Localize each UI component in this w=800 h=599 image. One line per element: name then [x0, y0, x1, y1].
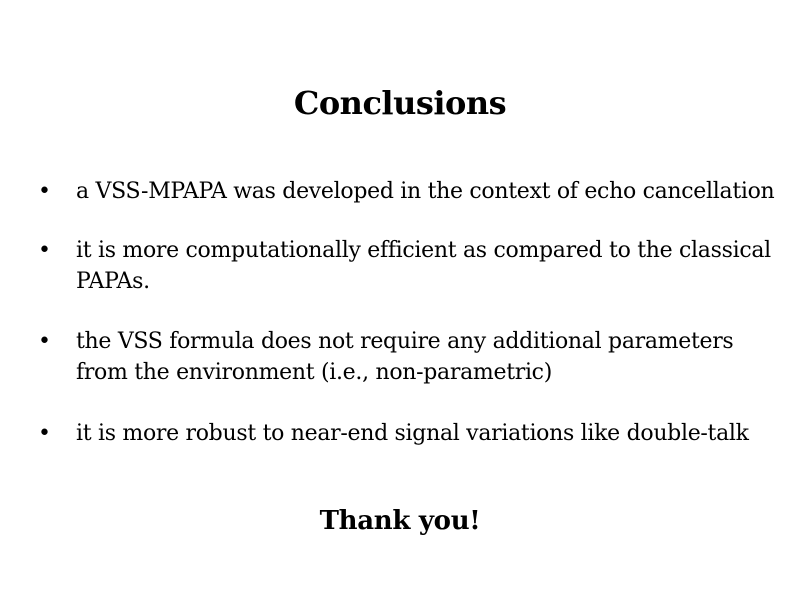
- bullet-icon: •: [38, 329, 51, 354]
- bullet-item: [38, 235, 788, 297]
- bullet-text: it is more robust to near-end signal variations like double-talk: [76, 421, 749, 446]
- bullet-text: it is more computationally efficient as compared to the classical PAPAs.: [76, 238, 771, 294]
- bullet-text: the VSS formula does not require any additional parameters from the environment (i.e., non-parametric): [76, 329, 734, 385]
- bullet-text: a VSS-MPAPA was developed in the context of echo cancellation: [76, 179, 775, 204]
- bullet-item: [38, 176, 788, 207]
- bullet-item: [38, 418, 788, 449]
- bullet-item: [38, 326, 788, 388]
- bullet-icon: •: [38, 421, 51, 446]
- slide-title: Conclusions: [293, 84, 507, 122]
- bullet-icon: •: [38, 238, 51, 263]
- bullet-list: [38, 176, 788, 477]
- bullet-icon: •: [38, 179, 51, 204]
- closing-message: Thank you!: [319, 506, 481, 536]
